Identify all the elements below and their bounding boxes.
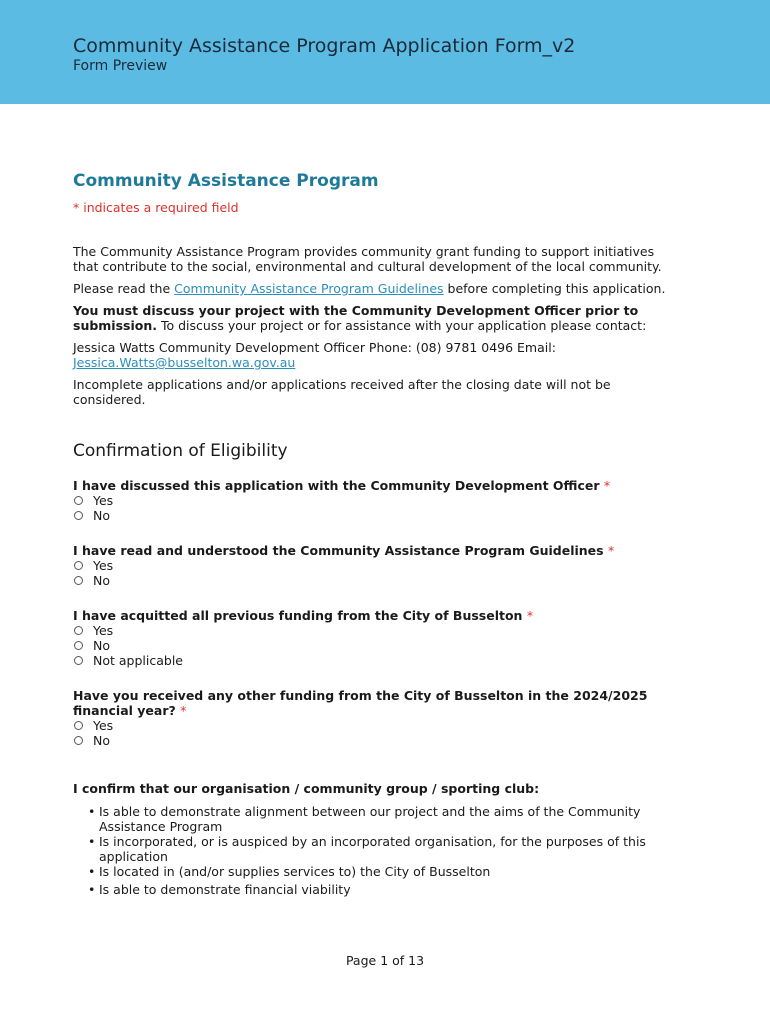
required-marker: * — [180, 703, 187, 718]
radio-button[interactable] — [74, 576, 83, 585]
radio-option[interactable] — [73, 493, 678, 508]
question-text: I have discussed this application with the Community Development Officer — [73, 478, 600, 493]
option-label: No — [93, 573, 110, 588]
discuss-text: To discuss your project or for assistance with your application please contact: — [157, 318, 647, 333]
list-item: • Is incorporated, or is auspiced by an incorporated organisation, for the purposes of this application — [93, 834, 678, 864]
list-item: • Is able to demonstrate alignment between our project and the aims of the Community Assistance Program — [93, 804, 678, 834]
radio-option[interactable] — [73, 623, 678, 638]
option-label: Yes — [93, 718, 114, 733]
guidelines-paragraph — [73, 281, 678, 296]
option-label: No — [93, 733, 110, 748]
option-label: Yes — [93, 623, 114, 638]
radio-button[interactable] — [74, 511, 83, 520]
contact-text: Jessica Watts Community Development Officer Phone: (08) 9781 0496 Email: — [73, 340, 556, 355]
option-label: No — [93, 638, 110, 653]
radio-option[interactable] — [73, 573, 678, 588]
question-discussed — [73, 478, 678, 523]
radio-option[interactable] — [73, 558, 678, 573]
section-title: Community Assistance Program — [73, 171, 379, 191]
eligibility-heading: Confirmation of Eligibility — [73, 441, 288, 461]
question-guidelines — [73, 543, 678, 588]
confirm-label: I confirm that our organisation / community group / sporting club: — [73, 781, 540, 796]
guidelines-link[interactable]: Community Assistance Program Guidelines — [174, 281, 444, 296]
form-subtitle: Form Preview — [73, 58, 168, 74]
confirm-list — [73, 804, 678, 897]
list-item: • Is able to demonstrate financial viability — [93, 882, 678, 897]
intro-paragraph: The Community Assistance Program provides community grant funding to support initiatives that contribute to the social, environmental and cultural development of the local community. — [73, 244, 662, 274]
confirm-block — [73, 781, 678, 897]
option-label: Not applicable — [93, 653, 183, 668]
option-label: Yes — [93, 558, 114, 573]
question-text: Have you received any other funding from the City of Busselton in the 2024/2025 financial year? — [73, 688, 648, 718]
radio-option[interactable] — [73, 653, 678, 668]
radio-button[interactable] — [74, 736, 83, 745]
radio-button[interactable] — [74, 496, 83, 505]
radio-option[interactable] — [73, 733, 678, 748]
radio-button[interactable] — [74, 641, 83, 650]
question-text: I have acquitted all previous funding from the City of Busselton — [73, 608, 523, 623]
required-note: * indicates a required field — [73, 200, 239, 215]
question-acquitted — [73, 608, 678, 668]
required-marker: * — [526, 608, 534, 623]
radio-button[interactable] — [74, 626, 83, 635]
contact-paragraph — [73, 340, 678, 370]
form-content — [73, 170, 678, 897]
option-label: Yes — [93, 493, 114, 508]
discuss-paragraph — [73, 303, 678, 333]
question-text: I have read and understood the Community Assistance Program Guidelines — [73, 543, 604, 558]
question-other-funding — [73, 688, 678, 748]
page-number: Page 1 of 13 — [345, 953, 425, 968]
list-item: • Is located in (and/or supplies services to) the City of Busselton — [93, 864, 678, 879]
closing-paragraph: Incomplete applications and/or applications received after the closing date will not be considered. — [73, 377, 611, 407]
form-title: Community Assistance Program Application Form_v2 — [73, 35, 576, 57]
radio-option[interactable] — [73, 718, 678, 733]
option-label: No — [93, 508, 110, 523]
email-link[interactable]: Jessica.Watts@busselton.wa.gov.au — [73, 355, 296, 370]
radio-option[interactable] — [73, 508, 678, 523]
question-label — [73, 478, 678, 493]
radio-button[interactable] — [74, 561, 83, 570]
guidelines-text: Please read the — [73, 281, 175, 296]
required-marker: * — [607, 543, 615, 558]
guidelines-text-end: before completing this application. — [443, 281, 666, 296]
radio-option[interactable] — [73, 638, 678, 653]
radio-button[interactable] — [74, 656, 83, 665]
question-label — [73, 543, 678, 558]
radio-button[interactable] — [74, 721, 83, 730]
question-label — [73, 688, 678, 718]
discuss-bold: You must discuss your project with the Community Development Officer prior to submission. — [73, 303, 639, 333]
question-label — [73, 608, 678, 623]
required-marker: * — [603, 478, 611, 493]
header-bar — [0, 0, 770, 104]
